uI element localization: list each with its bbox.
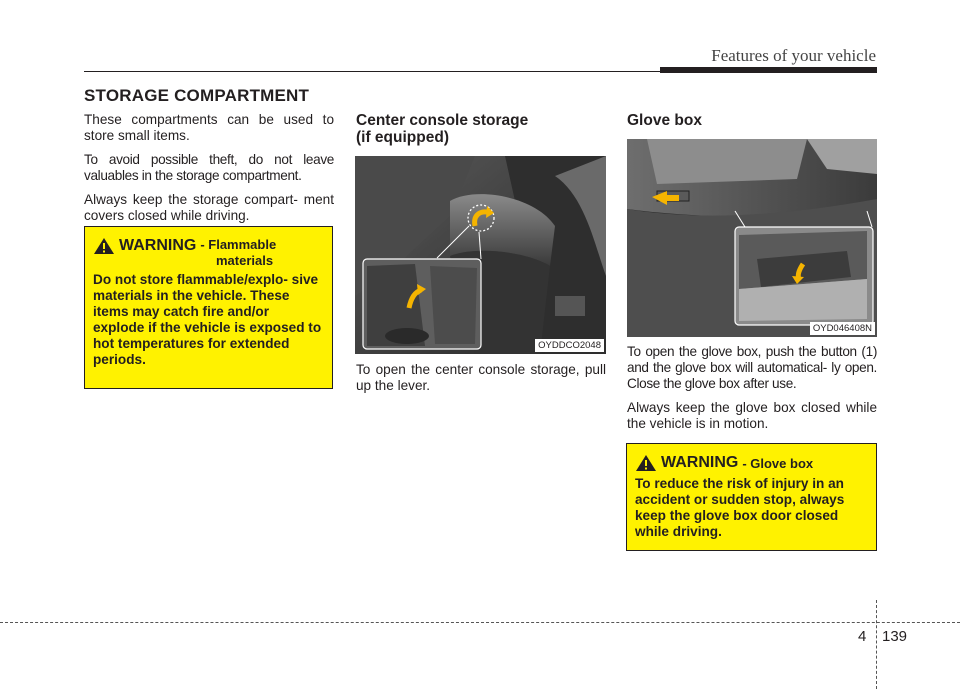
- page-number: 139: [882, 628, 908, 645]
- warning-header: [635, 454, 868, 472]
- glove-box-illustration: [627, 139, 877, 337]
- photo-reference-code: OYDDCO2048: [535, 339, 604, 352]
- warning-text: Do not store flammable/explo- sive materials in the vehicle. These items may catch fire and/or explode if the vehicle is exposed to hot temperatures for extended periods.: [93, 272, 322, 367]
- warning-subtitle-cont: materials: [216, 253, 274, 268]
- glove-box-text-block: [627, 344, 877, 440]
- center-console-column: [356, 112, 606, 146]
- center-console-text-block: [356, 362, 606, 402]
- glove-box-instruction: To open the glove box, push the button (1) and the glove box will automatical- ly open. Close the glove box after use.: [627, 344, 877, 391]
- header-rule-accent: [660, 67, 877, 73]
- photo-reference-code: OYD046408N: [810, 322, 875, 335]
- footer-rule: [0, 622, 960, 623]
- intro-paragraph-2: To avoid possible theft, do not leave valuables in the storage compartment.: [84, 152, 334, 183]
- center-console-illustration: [355, 156, 606, 354]
- glove-box-photo: [627, 139, 877, 337]
- running-header: Features of your vehicle: [711, 46, 876, 65]
- intro-column: [84, 112, 334, 232]
- center-console-instruction: To open the center console storage, pull up the lever.: [356, 362, 606, 393]
- section-title: STORAGE COMPARTMENT: [84, 86, 310, 105]
- intro-paragraph-1: These compartments can be used to store small items.: [84, 112, 334, 143]
- warning-triangle-icon: [635, 454, 657, 472]
- center-console-photo: [355, 156, 606, 354]
- intro-paragraph-3: Always keep the storage compart- ment covers closed while driving.: [84, 192, 334, 223]
- header-rule: [84, 71, 660, 72]
- chapter-number: 4: [858, 628, 867, 645]
- warning-text: To reduce the risk of injury in an accident or sudden stop, always keep the glove box door closed while driving.: [635, 476, 845, 539]
- warning-label: WARNING: [661, 454, 739, 471]
- warning-subtitle: - Glove box: [742, 456, 814, 471]
- center-console-heading-cont: (if equipped): [356, 129, 449, 146]
- glove-box-heading: Glove box: [627, 112, 702, 129]
- flammable-warning-box: [84, 226, 333, 389]
- warning-label: WARNING: [119, 237, 197, 254]
- warning-header: [93, 237, 324, 255]
- warning-triangle-icon: [93, 237, 115, 255]
- warning-subtitle: - Flammable: [200, 237, 277, 252]
- footer-divider: [876, 600, 877, 689]
- glove-box-warning-box: [626, 443, 877, 551]
- center-console-heading: Center console storage: [356, 112, 529, 129]
- glove-box-column: [627, 112, 877, 129]
- glove-box-reminder: Always keep the glove box closed while the vehicle is in motion.: [627, 400, 877, 431]
